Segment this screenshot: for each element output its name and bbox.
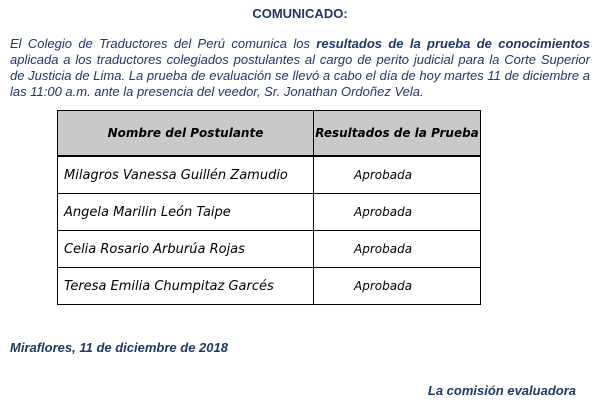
- signature-line: La comisión evaluadora: [427, 383, 576, 398]
- results-table: [57, 110, 481, 305]
- table-row: [58, 268, 481, 305]
- test-result: Aprobada: [314, 231, 481, 268]
- applicant-name: Teresa Emilia Chumpitaz Garcés: [58, 268, 314, 305]
- applicant-name: Milagros Vanessa Guillén Zamudio: [58, 156, 314, 194]
- test-result: Aprobada: [314, 268, 481, 305]
- place-and-date: Miraflores, 11 de diciembre de 2018: [10, 340, 228, 355]
- table-row: [58, 194, 481, 231]
- column-header-result: Resultados de la Prueba: [314, 111, 481, 157]
- paragraph-part-1: El Colegio de Traductores del Perú comunica los: [10, 36, 317, 51]
- paragraph-emphasis: resultados de la prueba de conocimientos: [316, 36, 590, 51]
- table-header-row: [58, 111, 481, 157]
- announcement-paragraph: [10, 36, 590, 100]
- applicant-name: Angela Marilin León Taipe: [58, 194, 314, 231]
- test-result: Aprobada: [314, 194, 481, 231]
- applicant-name: Celia Rosario Arburúa Rojas: [58, 231, 314, 268]
- paragraph-part-2: aplicada a los traductores colegiados postulantes al cargo de perito judicial para la Corte Superior de Justicia de Lima. La prueba de evaluación se llevó a cabo el día de hoy martes 11 de diciembre a las 11:00 a.m. ante la presencia del veedor, Sr. Jonathan Ordoñez Vela.: [10, 52, 590, 99]
- table-row: [58, 156, 481, 194]
- table-row: [58, 231, 481, 268]
- test-result: Aprobada: [314, 156, 481, 194]
- document-title: COMUNICADO:: [252, 6, 348, 21]
- column-header-name: Nombre del Postulante: [58, 111, 314, 157]
